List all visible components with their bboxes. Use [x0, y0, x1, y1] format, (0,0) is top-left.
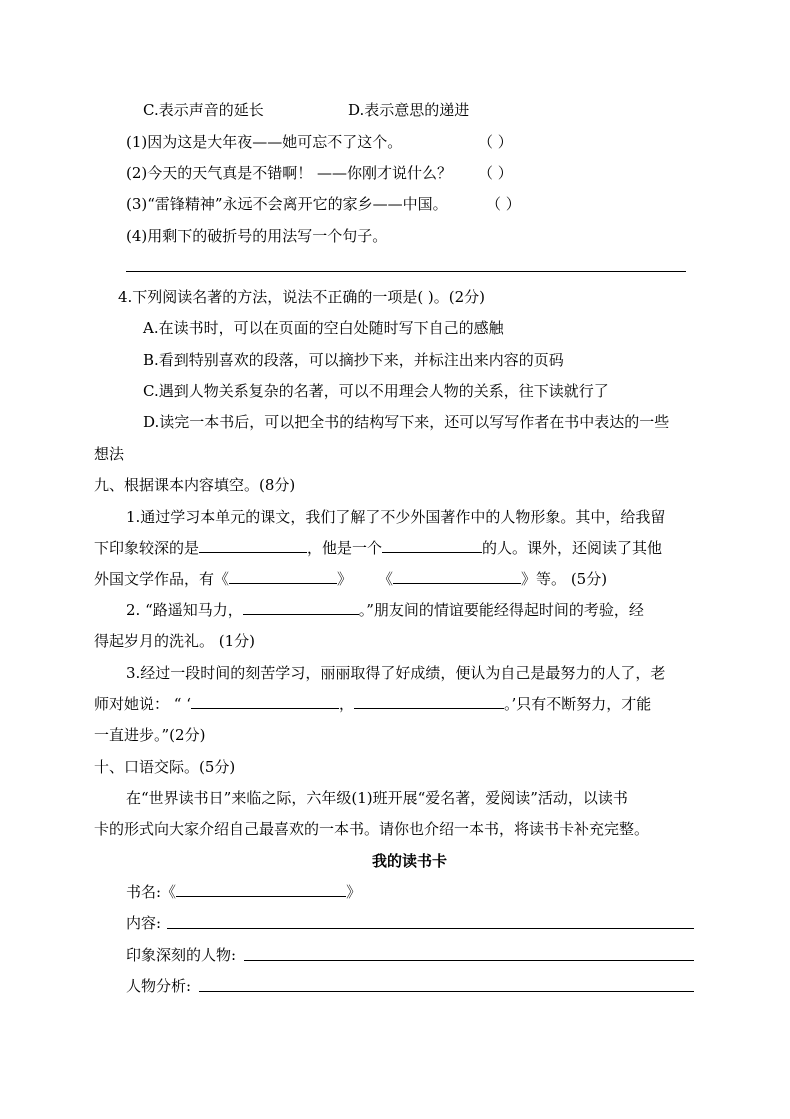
q4-option-d-cont: 想法 [94, 445, 125, 463]
s9-q2-text-a: 2. “路遥知马力， [126, 601, 243, 619]
card-book-name-blank[interactable] [176, 882, 346, 897]
s9-q1-line3 [94, 569, 607, 589]
q3-item-3 [126, 194, 448, 214]
q3-item-2-text: (2)今天的天气真是不错啊！ ——你刚才说什么？ [126, 164, 453, 182]
card-book-name-close: 》 [346, 883, 362, 901]
s9-q1-text-d: 外国文学作品，有《 [94, 570, 230, 588]
q4-option-d: D.读完一本书后，可以把全书的结构写下来，还可以写写作者在书中表达的一些 [143, 413, 670, 431]
s9-q3-blank-2[interactable] [354, 694, 504, 709]
s9-q1-text-e: 》 [337, 570, 353, 588]
q3-item-1-text: (1)因为这是大年夜——她可忘不了这个。 [126, 133, 403, 151]
section9-heading: 九、根据课本内容填空。(8分) [94, 476, 296, 494]
q3-item-4-answer-line[interactable] [126, 271, 686, 272]
q4-option-a: A.在读书时，可以在页面的空白处随时写下自己的感触 [143, 319, 504, 337]
s9-q3-line2 [94, 694, 651, 714]
q3-item-3-text: (3)“雷锋精神”永远不会离开它的家乡——中国。 [126, 195, 448, 213]
s9-q1-blank-book-2[interactable] [393, 569, 521, 584]
s9-q1-blank-character[interactable] [199, 538, 307, 553]
q3-item-2-answer[interactable]: （ ） [478, 164, 513, 182]
s10-intro-line1: 在“世界读书日”来临之际，六年级(1)班开展“爱名著，爱阅读”活动，以读书 [126, 789, 628, 807]
q4-stem: 4.下列阅读名著的方法，说法不正确的一项是( )。(2分) [118, 288, 486, 306]
q3-item-4: (4)用剩下的破折号的用法写一个句子。 [126, 227, 388, 245]
q3-item-2 [126, 163, 452, 183]
card-book-name-label: 书名:《 [126, 883, 177, 901]
q4-option-c: C.遇到人物关系复杂的名著，可以不用理会人物的关系，往下读就行了 [143, 382, 609, 400]
card-analysis-label: 人物分析: [126, 977, 192, 995]
s9-q1-text-c: 的人。课外，还阅读了其他 [482, 539, 663, 557]
card-content-line[interactable] [167, 928, 694, 929]
s9-q2-blank[interactable] [243, 600, 359, 615]
s9-q2-text-b: 。”朋友间的情谊要能经得起时间的考验，经 [358, 601, 644, 619]
option-d: D.表示意思的递进 [348, 101, 470, 119]
s9-q1-text-a: 下印象较深的是 [94, 539, 200, 557]
s9-q2-line2: 得起岁月的洗礼。 (1分) [94, 632, 256, 650]
card-content-label: 内容: [126, 914, 162, 932]
s9-q3-text-b: ， [338, 695, 354, 713]
option-c: C.表示声音的延长 [143, 101, 264, 119]
s9-q3-line1: 3.经过一段时间的刻苦学习，丽丽取得了好成绩，便认为自己是最努力的人了，老 [126, 664, 666, 682]
q3-item-1 [126, 132, 402, 152]
s9-q3-text-a: 师对她说： “ ‘ [94, 695, 191, 713]
s9-q3-blank-1[interactable] [191, 694, 339, 709]
s9-q1-text-b: ，他是一个 [307, 539, 383, 557]
reading-card-title: 我的读书卡 [372, 852, 448, 870]
card-book-name [126, 882, 361, 902]
q3-item-3-answer[interactable]: （ ） [486, 195, 521, 213]
s9-q1-text-g: 》等。 (5分) [521, 570, 608, 588]
s10-intro-line2: 卡的形式向大家介绍自己最喜欢的一本书。请你也介绍一本书，将读书卡补充完整。 [94, 820, 650, 838]
s9-q2-line1 [126, 600, 644, 620]
q3-item-1-answer[interactable]: （ ） [478, 133, 513, 151]
s9-q1-blank-trait[interactable] [382, 538, 482, 553]
section10-heading: 十、口语交际。(5分) [94, 758, 236, 776]
card-analysis-line[interactable] [199, 991, 694, 992]
s9-q1-line2 [94, 538, 662, 558]
s9-q1-line1: 1.通过学习本单元的课文，我们了解了不少外国著作中的人物形象。其中，给我留 [126, 508, 666, 526]
card-character-line[interactable] [244, 960, 694, 961]
s9-q3-line3: 一直进步。”(2分) [94, 726, 206, 744]
q4-option-b: B.看到特别喜欢的段落，可以摘抄下来，并标注出来内容的页码 [143, 351, 564, 369]
s9-q1-text-f: 《 [378, 570, 394, 588]
card-character-label: 印象深刻的人物: [126, 946, 237, 964]
s9-q3-text-c: 。’只有不断努力，才能 [504, 695, 652, 713]
s9-q1-blank-book-1[interactable] [229, 569, 337, 584]
